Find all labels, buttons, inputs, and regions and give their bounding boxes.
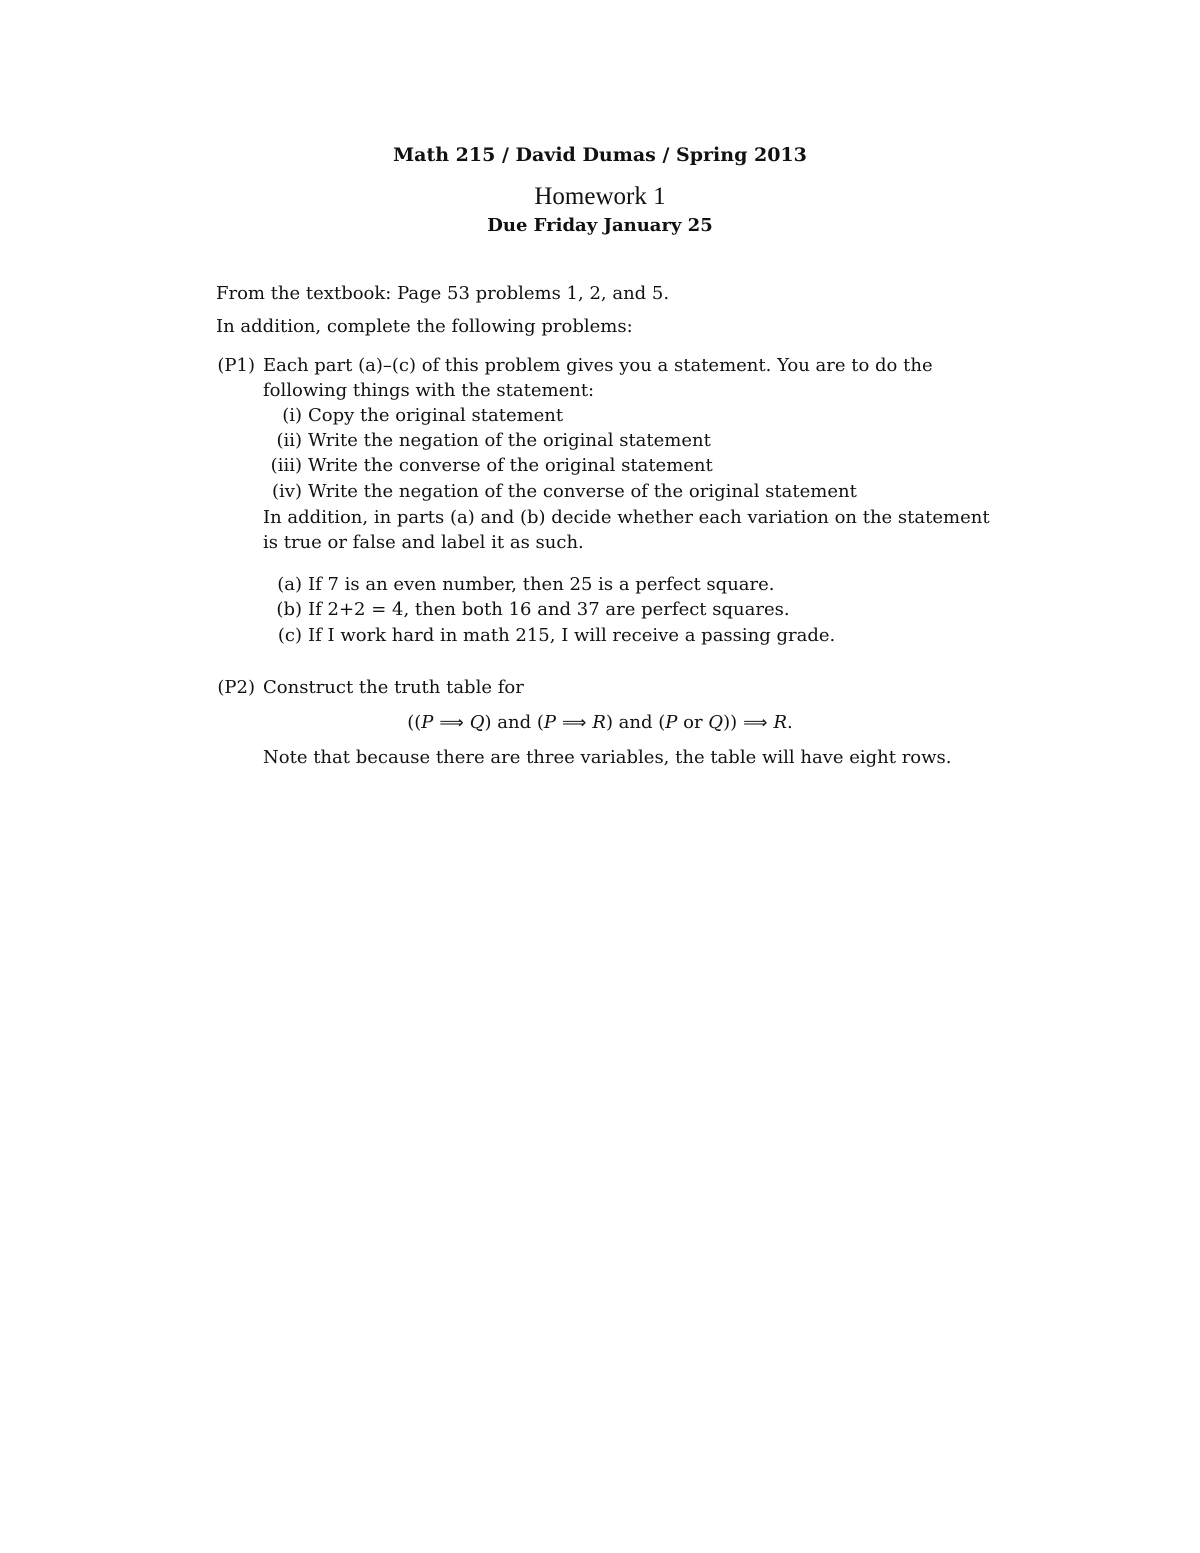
p1-text-line-2: following things with the statement: <box>263 380 595 401</box>
task-label: (iv) <box>272 481 302 502</box>
part-text: If I work hard in math 215, I will receive a passing grade. <box>308 625 836 646</box>
implies-symbol: ⟹ <box>562 713 587 733</box>
part-text: If 7 is an even number, then 25 is a perfect square. <box>308 574 775 595</box>
part-label: (b) <box>276 599 302 620</box>
task-label: (ii) <box>276 430 302 451</box>
implies-symbol: ⟹ <box>743 713 768 733</box>
task-text: Copy the original statement <box>308 405 564 426</box>
course-line: Math 215 / David Dumas / Spring 2013 <box>393 144 807 166</box>
truth-table-formula: ((P ⟹ Q) and (P ⟹ R) and (P or Q)) ⟹ R. <box>407 712 793 733</box>
p1-note-line-2: is true or false and label it as such. <box>263 532 584 553</box>
p1-note-line-1: In addition, in parts (a) and (b) decide whether each variation on the statement <box>263 507 990 528</box>
p2-note: Note that because there are three variables, the table will have eight rows. <box>263 747 952 768</box>
p1-text-line-1: Each part (a)–(c) of this problem gives you a statement. You are to do the <box>263 355 933 376</box>
task-text: Write the negation of the converse of the original statement <box>308 481 857 502</box>
part-text: If 2+2 = 4, then both 16 and 37 are perfect squares. <box>308 599 790 620</box>
task-text: Write the converse of the original statement <box>308 455 713 476</box>
part-label: (c) <box>277 625 302 646</box>
task-label: (i) <box>282 405 302 426</box>
textbook-problems: From the textbook: Page 53 problems 1, 2, and 5. <box>216 283 670 304</box>
task-text: Write the negation of the original statement <box>308 430 711 451</box>
p2-text: Construct the truth table for <box>263 677 524 698</box>
task-label: (iii) <box>270 455 302 476</box>
page-title: Homework 1 <box>534 183 666 210</box>
implies-symbol: ⟹ <box>439 713 464 733</box>
problem-label-p1: (P1) <box>217 355 255 376</box>
additional-problems-intro: In addition, complete the following problems: <box>216 316 633 337</box>
part-label: (a) <box>277 574 302 595</box>
due-date: Due Friday January 25 <box>487 215 713 236</box>
problem-label-p2: (P2) <box>217 677 255 698</box>
